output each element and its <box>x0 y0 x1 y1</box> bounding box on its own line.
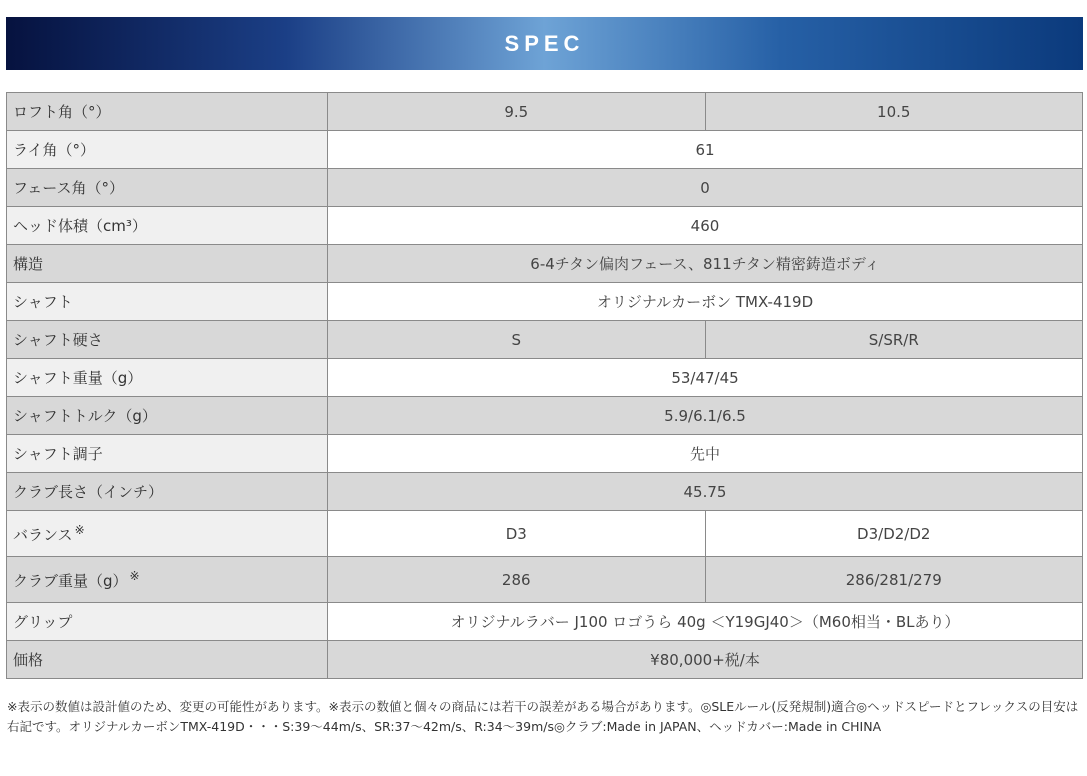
cell-value: 460 <box>328 207 1083 245</box>
row-label: フェース角（°） <box>7 169 328 207</box>
table-row <box>7 603 1083 641</box>
table-row <box>7 557 1083 603</box>
row-label-text: バランス <box>13 525 73 544</box>
cell-value: 53/47/45 <box>328 359 1083 397</box>
cell-value: 286 <box>328 557 706 603</box>
cell-value: 45.75 <box>328 473 1083 511</box>
table-row <box>7 93 1083 131</box>
row-label: ロフト角（°） <box>7 93 328 131</box>
cell-value: 10.5 <box>705 93 1083 131</box>
row-label: ヘッド体積（cm³） <box>7 207 328 245</box>
row-label: シャフト硬さ <box>7 321 328 359</box>
table-row <box>7 397 1083 435</box>
table-row <box>7 169 1083 207</box>
cell-value: 286/281/279 <box>705 557 1083 603</box>
row-label: グリップ <box>7 603 328 641</box>
row-label: 構造 <box>7 245 328 283</box>
row-label: 価格 <box>7 641 328 679</box>
row-label: クラブ長さ（インチ） <box>7 473 328 511</box>
table-row <box>7 207 1083 245</box>
cell-value: 9.5 <box>328 93 706 131</box>
cell-value: 5.9/6.1/6.5 <box>328 397 1083 435</box>
row-label: シャフト <box>7 283 328 321</box>
row-label: シャフト調子 <box>7 435 328 473</box>
note-mark: ※ <box>74 522 85 537</box>
cell-value: 先中 <box>328 435 1083 473</box>
table-row <box>7 641 1083 679</box>
row-label: ライ角（°） <box>7 131 328 169</box>
row-label: シャフト重量（g） <box>7 359 328 397</box>
spec-table <box>6 92 1083 679</box>
cell-value: S <box>328 321 706 359</box>
cell-value: D3/D2/D2 <box>705 511 1083 557</box>
page-title: SPEC <box>504 30 585 56</box>
cell-value: 61 <box>328 131 1083 169</box>
row-label <box>7 511 328 557</box>
row-label <box>7 557 328 603</box>
table-row <box>7 131 1083 169</box>
table-row <box>7 245 1083 283</box>
footnote: ※表示の数値は設計値のため、変更の可能性があります。※表示の数値と個々の商品には若干の誤差がある場合があります。◎SLEルール(反発規制)適合◎ヘッドスピードとフレックスの目安は右記です。オリジナルカーボンTMX-419D・・・S:39～44m/s、SR:37～42m/s、R:34～39m/s◎クラブ:Made in JAPAN、ヘッドカバー:Made in CHINA <box>7 699 1079 734</box>
table-row <box>7 473 1083 511</box>
row-label: シャフトトルク（g） <box>7 397 328 435</box>
table-row <box>7 283 1083 321</box>
cell-value: S/SR/R <box>705 321 1083 359</box>
table-row <box>7 359 1083 397</box>
cell-value: オリジナルカーボン TMX-419D <box>328 283 1083 321</box>
cell-value: 0 <box>328 169 1083 207</box>
cell-value: D3 <box>328 511 706 557</box>
note-mark: ※ <box>129 568 140 583</box>
cell-value: ¥80,000+税/本 <box>328 641 1083 679</box>
row-label-text: クラブ重量（g） <box>13 571 128 590</box>
table-row <box>7 321 1083 359</box>
table-row <box>7 511 1083 557</box>
spec-banner <box>6 17 1083 70</box>
cell-value: 6-4チタン偏肉フェース、811チタン精密鋳造ボディ <box>328 245 1083 283</box>
cell-value: オリジナルラバー J100 ロゴうら 40g ＜Y19GJ40＞（M60相当・BLあり） <box>328 603 1083 641</box>
table-row <box>7 435 1083 473</box>
